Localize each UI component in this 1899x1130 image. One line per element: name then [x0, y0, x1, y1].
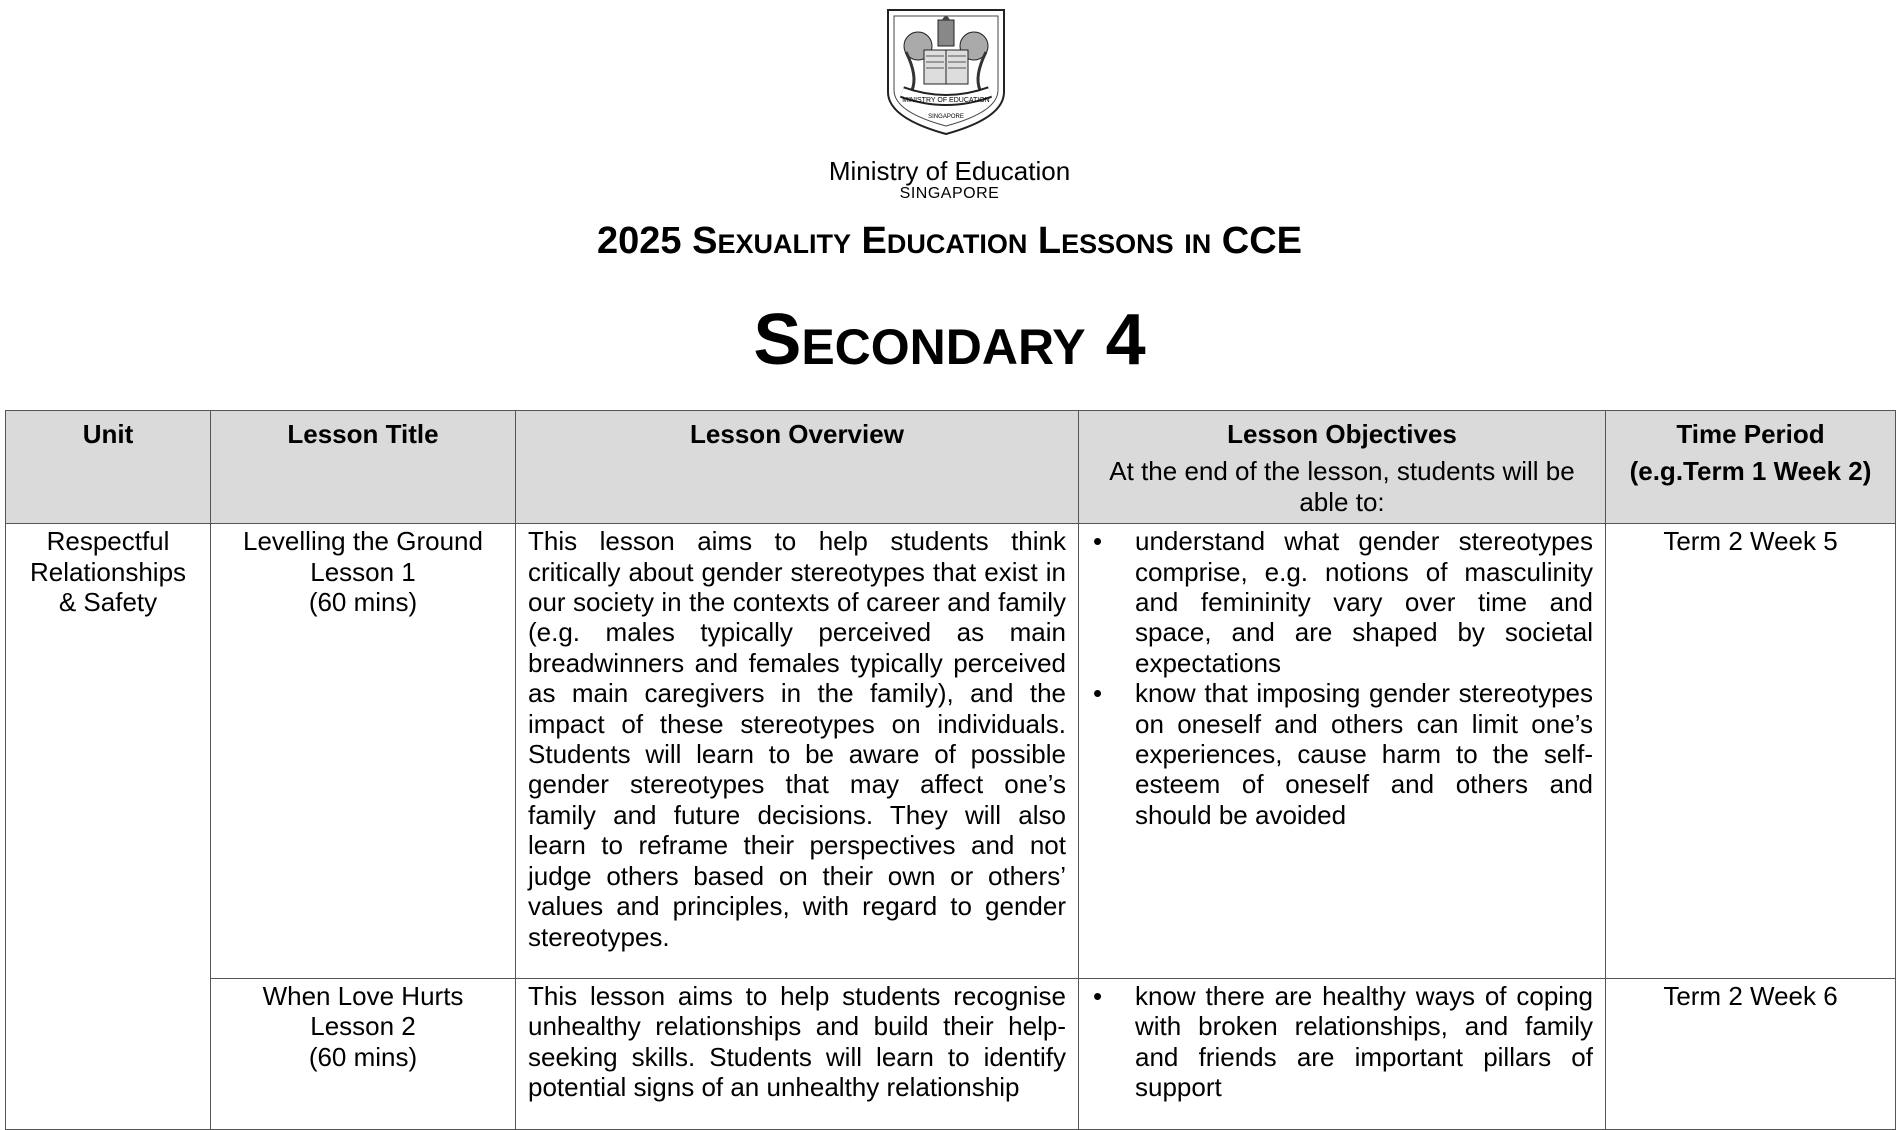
moe-crest-logo — [884, 6, 1008, 138]
unit-name-line: Respectful — [46, 526, 170, 557]
objective-item: • know there are healthy ways of coping with broken relationships, and family and friends are important pillars of support — [1091, 981, 1593, 1103]
time-period-cell: Term 2 Week 5 — [1606, 524, 1896, 979]
document-title: 2025 Sexuality Education Lessons in CCE — [597, 220, 1302, 262]
lessons-table — [5, 410, 1896, 1130]
lesson-duration: (60 mins) — [308, 1041, 418, 1072]
column-header-lesson-overview: Lesson Overview — [516, 411, 1079, 524]
document-subtitle: Secondary 4 — [753, 300, 1146, 380]
table-row — [6, 524, 1896, 979]
column-header-time-period — [1606, 411, 1896, 524]
crest-singapore-text: SINGAPORE — [928, 114, 964, 120]
unit-name-line: Relationships — [29, 556, 187, 587]
lesson-objectives-label: Lesson Objectives — [1227, 419, 1457, 449]
table-row — [6, 978, 1896, 1129]
objective-item: • understand what gender stereotypes comprise, e.g. notions of masculinity and femininity vary over time and space, and are shaped by societal expectations — [1091, 526, 1593, 678]
lesson-number: Lesson 1 — [310, 556, 416, 587]
lesson-objectives-cell — [1079, 524, 1606, 979]
objectives-list — [1091, 526, 1593, 830]
lesson-duration: (60 mins) — [308, 587, 418, 618]
unit-cell — [6, 524, 211, 1129]
lesson-objectives-sublabel: At the end of the lesson, students will be able to: — [1109, 456, 1575, 517]
column-header-unit: Unit — [6, 411, 211, 524]
lesson-title-cell — [211, 524, 516, 979]
objective-item: • know that imposing gender stereotypes on oneself and others can limit one’s experiences, cause harm to the self-esteem of oneself and others and should be avoided — [1091, 678, 1593, 830]
column-header-lesson-title: Lesson Title — [211, 411, 516, 524]
lesson-number: Lesson 2 — [310, 1011, 416, 1042]
table-header-row — [6, 411, 1896, 524]
lesson-title: When Love Hurts — [262, 980, 464, 1011]
crest-ministry-text: MINISTRY OF EDUCATION — [902, 97, 990, 104]
lesson-objectives-cell — [1079, 978, 1606, 1129]
lesson-overview-cell: This lesson aims to help students recognise unhealthy relationships and build their help-seeking skills. Students will learn to identify potential signs of an unhealthy relationship — [516, 978, 1079, 1129]
time-period-label: Time Period — [1676, 419, 1825, 449]
unit-name-line: & Safety — [58, 587, 158, 618]
column-header-lesson-objectives — [1079, 411, 1606, 524]
organization-name: Ministry of Education — [828, 156, 1071, 186]
organization-country: SINGAPORE — [899, 185, 1000, 202]
objectives-list — [1091, 981, 1593, 1103]
time-period-sublabel: (e.g.Term 1 Week 2) — [1629, 456, 1872, 487]
lesson-title-cell — [211, 978, 516, 1129]
lesson-title: Levelling the Ground — [243, 526, 483, 557]
time-period-cell: Term 2 Week 6 — [1606, 978, 1896, 1129]
lesson-overview-cell: This lesson aims to help students think critically about gender stereotypes that exist in our society in the contexts of career and family (e.g. males typically perceived as main breadwinners and females typically perceived as main caregivers in the family), and the impact of these stereotypes on individuals. Students will learn to be aware of possible gender stereotypes that may affect one’s family and future decisions. They will also learn to reframe their perspectives and not judge others based on their own or others’ values and principles, with regard to gender stereotypes. — [516, 524, 1079, 979]
